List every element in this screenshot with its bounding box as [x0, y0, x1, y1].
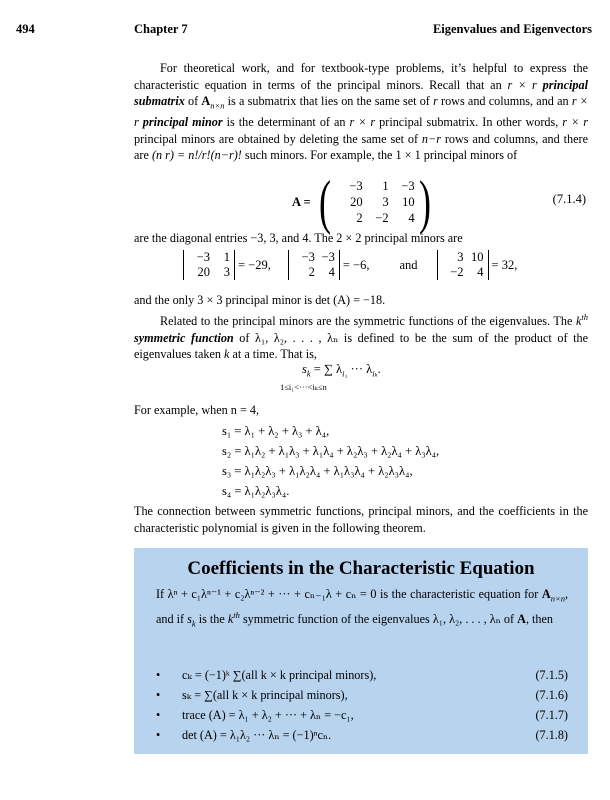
text: of: [184, 94, 202, 109]
equation-number: (7.1.6): [535, 688, 568, 702]
text: is the determinant of an: [222, 115, 350, 130]
text: symmetric function of the eigenvalues: [239, 612, 433, 627]
text: of: [233, 330, 256, 345]
matrix-cell: 4: [408, 210, 415, 225]
math: r × r: [349, 115, 376, 130]
math: k: [191, 618, 196, 629]
det-cell: −3: [301, 250, 315, 264]
text: such minors. For example, the: [241, 148, 396, 163]
math: A: [517, 612, 526, 627]
text: is defined to be the sum of the product of the eigenvalues taken: [134, 330, 588, 362]
bullet-formula: cₖ = (−1)ᵏ ∑(all k × k principal minors),: [182, 668, 377, 682]
matrix-A: [292, 169, 435, 235]
determinant: [288, 250, 340, 280]
theorem-box: [134, 548, 588, 754]
det-cell: −2: [450, 265, 464, 279]
text: at a time. That is,: [229, 347, 317, 362]
math: r: [433, 94, 438, 109]
theorem-bullet: [156, 728, 568, 746]
math: r × r: [562, 115, 588, 130]
text: , then: [525, 612, 554, 627]
matrix-grid: [335, 179, 415, 226]
text: is the: [195, 612, 228, 627]
text: , and if: [156, 587, 568, 627]
det-cell: 1: [223, 250, 230, 264]
text: Related to the principal minors are the symmetric functions of the eigenvalues. The: [160, 314, 576, 329]
math: r × r: [134, 94, 589, 130]
math: n×n: [210, 100, 225, 111]
text: is a submatrix that lies on the same set of: [224, 94, 434, 109]
symmetric-sum-line: s₂ = λ₁λ₂ + λ₁λ₃ + λ₁λ₄ + λ₂λ₃ + λ₂λ₄ + λ₃λ₄,: [222, 444, 440, 458]
symmetric-sum-line: s₄ = λ₁λ₂λ₃λ₄.: [222, 484, 290, 498]
det-cell: −3: [196, 250, 210, 264]
minor-value: = −6,: [342, 257, 370, 272]
sum-limits: 1≤i₁<···<iₖ≤n: [280, 382, 327, 392]
text: rows and columns, and there are: [134, 131, 588, 163]
minor-value: = 32,: [491, 257, 518, 272]
math: det (A) = −18.: [315, 293, 386, 307]
term-principal-minor: principal minor: [142, 115, 223, 130]
diagonal-paragraph: [134, 230, 588, 247]
det-cell: 20: [197, 265, 210, 279]
theorem-bullet: [156, 708, 568, 726]
math: = ∑ λ: [313, 362, 343, 376]
math: k: [306, 368, 311, 379]
math: n−r: [421, 131, 441, 146]
and-text: and: [399, 257, 418, 272]
bullet-formula: trace (A) = λ₁ + λ₂ + ··· + λₙ = −c₁,: [182, 708, 354, 722]
det-cell: 3: [457, 250, 464, 264]
math: A: [541, 587, 551, 601]
three-by-three-paragraph: [134, 292, 588, 309]
text: principal minors of: [420, 148, 518, 163]
determinant: [183, 250, 235, 280]
det-cell: 10: [471, 250, 484, 264]
math: ··· λ: [347, 362, 373, 376]
matrix-cell: −2: [375, 210, 389, 225]
text: The: [311, 231, 337, 245]
det-cell: −3: [321, 250, 335, 264]
text: principal submatrix. In other words,: [375, 115, 563, 130]
math: 4.: [302, 231, 312, 245]
matrix-cell: 20: [350, 194, 363, 209]
bullet-dot: •: [156, 728, 161, 742]
det-cell: 3: [223, 265, 230, 279]
bullet-dot: •: [156, 688, 161, 702]
det-cell: 4: [477, 265, 484, 279]
math: 3 × 3: [197, 293, 223, 307]
equation-number: (7.1.7): [535, 708, 568, 722]
matrix-cell: 2: [356, 210, 363, 225]
math: th: [581, 312, 588, 322]
math: If λⁿ + c₁λⁿ⁻¹ + c₂λⁿ⁻² + ··· + cₙ₋₁λ + cₙ = 0 is the characteristic equation for: [156, 587, 542, 601]
text: and: [278, 231, 303, 245]
matrix-cell: 10: [402, 194, 415, 209]
text: principal minors are: [361, 231, 463, 245]
math: k: [575, 314, 582, 329]
bullet-formula: det (A) = λ₁λ₂ ··· λₙ = (−1)ⁿcₙ.: [182, 728, 332, 742]
math: r × r: [507, 77, 537, 92]
running-title: Eigenvalues and Eigenvectors: [432, 22, 592, 36]
right-paren: ): [418, 169, 431, 235]
math: s: [302, 362, 307, 376]
text: rows and columns, and an: [437, 94, 572, 109]
bullet-formula: sₖ = ∑(all k × k principal minors),: [182, 688, 348, 702]
equation-number: (7.1.8): [535, 728, 568, 742]
theorem-title: Coefficients in the Characteristic Equation: [187, 558, 535, 579]
math: 2 × 2: [336, 231, 362, 245]
math: A: [201, 94, 211, 109]
text: For theoretical work, and for textbook-type problems, it’s helpful to express the characteristic equation in terms of the principal minors. Recall that an: [134, 61, 588, 92]
math: k: [224, 347, 230, 362]
theorem-bullet: [156, 668, 568, 686]
sk-definition: $s_k$ = ∑ $\lambda_{i_1}$ ··· $\lambda_{i_k}$.: [302, 362, 381, 379]
text: principal minors are obtained by deleting the same set of: [134, 131, 422, 146]
math: k: [227, 612, 234, 627]
matrix-cell: −3: [401, 178, 415, 193]
minor-value: = −29,: [238, 257, 271, 272]
symmetric-sum-line: s₁ = λ₁ + λ₂ + λ₃ + λ₄,: [222, 424, 330, 438]
symmetric-sum-line: s₃ = λ₁λ₂λ₃ + λ₁λ₂λ₄ + λ₁λ₃λ₄ + λ₂λ₃λ₄,: [222, 464, 413, 478]
symmetric-paragraph: [134, 309, 588, 363]
math: n×n: [550, 593, 565, 604]
matrix-cell: −3: [349, 178, 363, 193]
bullet-dot: •: [156, 668, 161, 682]
chapter-label: Chapter 7: [134, 22, 188, 36]
text: and the only: [134, 293, 198, 307]
math: 1 × 1: [395, 148, 421, 163]
math: th: [233, 610, 240, 621]
text: principal minor is: [222, 293, 316, 307]
equation-number: (7.1.4): [552, 192, 586, 206]
example-line: For example, when n = 4,: [134, 403, 259, 417]
theorem-bullet: [156, 688, 568, 706]
text: are the diagonal entries: [134, 231, 251, 245]
math: (n r) = n!/r!(n−r)!: [151, 148, 242, 163]
matrix-label: A =: [292, 194, 311, 209]
det-cell: 4: [328, 265, 335, 279]
term-symmetric-function: symmetric function: [134, 330, 234, 345]
matrix-cell: 1: [382, 178, 389, 193]
theorem-statement: [156, 586, 568, 632]
bullet-dot: •: [156, 708, 161, 722]
math: −3, 3,: [250, 231, 279, 245]
equation-number: (7.1.5): [535, 668, 568, 682]
math: λ₁, λ₂, . . . , λₙ: [432, 612, 501, 627]
text: of: [500, 612, 518, 627]
math: λ₁, λ₂, . . . , λₙ: [255, 330, 339, 345]
intro-paragraph: [134, 60, 588, 164]
det-cell: 2: [308, 265, 315, 279]
two-by-two-minors: [180, 250, 517, 280]
determinant: [437, 250, 489, 280]
left-paren: (: [318, 169, 331, 235]
term-principal-submatrix: principal submatrix: [134, 77, 588, 109]
page-number: 494: [16, 22, 35, 36]
matrix-cell: 3: [382, 194, 389, 209]
math: s: [187, 612, 192, 627]
connection-paragraph: The connection between symmetric functions, principal minors, and the coefficients in the characteristic polynomial is given in the following theorem.: [134, 504, 588, 535]
